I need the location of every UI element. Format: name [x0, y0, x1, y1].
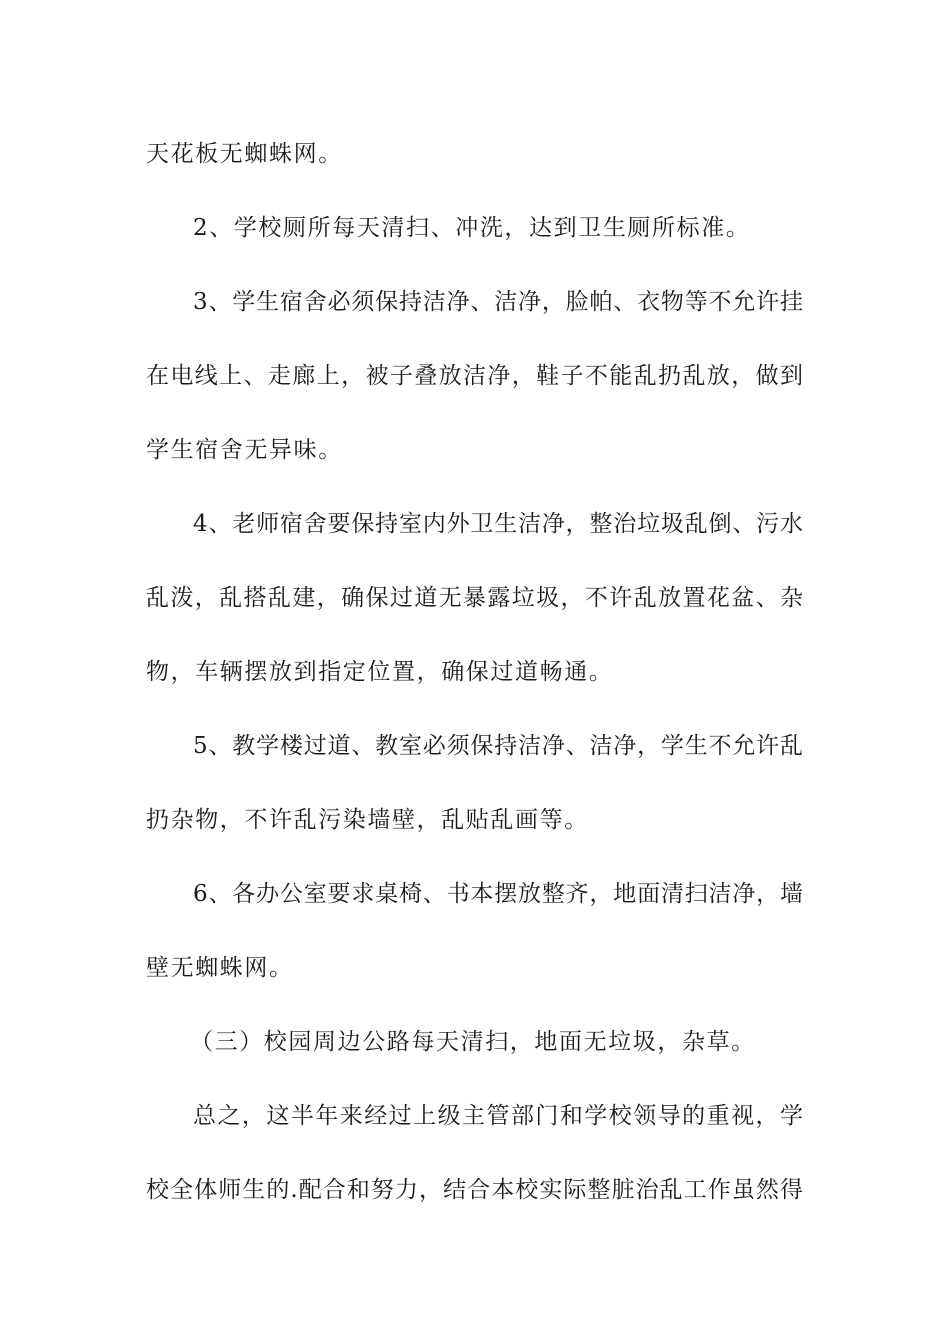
text-line: 壁无蜘蛛网。	[146, 955, 294, 981]
text-line: 扔杂物，不许乱污染墙壁，乱贴乱画等。	[146, 807, 589, 833]
text-line: 4、老师宿舍要保持室内外卫生洁净，整治垃圾乱倒、污水	[193, 511, 803, 537]
text-line: 校全体师生的.配合和努力，结合本校实际整脏治乱工作虽然得	[146, 1177, 803, 1203]
text-line: 乱泼，乱搭乱建，确保过道无暴露垃圾，不许乱放置花盆、杂	[146, 585, 803, 611]
text-line: 5、教学楼过道、教室必须保持洁净、洁净，学生不允许乱	[193, 733, 803, 759]
text-line: 6、各办公室要求桌椅、书本摆放整齐，地面清扫洁净，墙	[193, 881, 803, 907]
text-line: 2、学校厕所每天清扫、冲洗，达到卫生厕所标准。	[193, 215, 751, 241]
text-line: 总之，这半年来经过上级主管部门和学校领导的重视，学	[193, 1103, 803, 1129]
text-line: 天花板无蜘蛛网。	[146, 141, 343, 167]
text-line: 在电线上、走廊上，被子叠放洁净，鞋子不能乱扔乱放，做到	[146, 363, 803, 389]
text-line: 物，车辆摆放到指定位置，确保过道畅通。	[146, 659, 614, 685]
text-line: 3、学生宿舍必须保持洁净、洁净，脸帕、衣物等不允许挂	[193, 289, 803, 315]
section-heading: （三）校园周边公路每天清扫，地面无垃圾，杂草。	[190, 1029, 756, 1055]
text-line: 学生宿舍无异味。	[146, 437, 343, 463]
